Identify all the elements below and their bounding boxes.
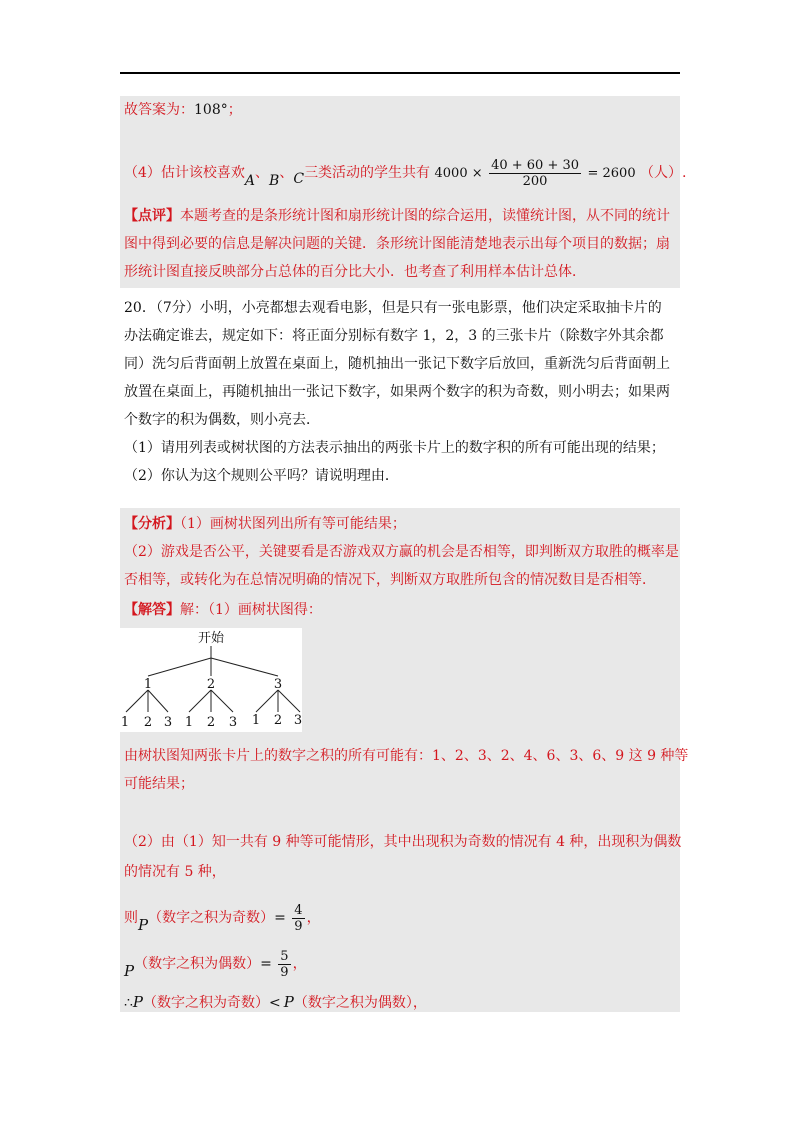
q4-multiplier: 4000 × <box>434 166 483 181</box>
even-numerator: 5 <box>280 948 289 964</box>
tree-leaf-5: 2 <box>206 715 216 730</box>
tree-leaf-7: 1 <box>251 713 261 728</box>
sep-1: 、 <box>255 165 270 181</box>
q20-line-3: 同）洗匀后背面朝上放置在桌面上，随机抽出一张记下数字后放回，重新洗匀后背面朝上 <box>124 356 670 372</box>
odd-comma: ， <box>306 910 321 926</box>
even-denominator: 9 <box>280 964 289 980</box>
conclusion-even-label: （数字之积为偶数） <box>293 995 413 1011</box>
answer-prefix: 故答案为： <box>124 102 194 118</box>
q4-equals: = 2600 <box>587 166 636 181</box>
review-line-1 <box>124 206 670 226</box>
prob-even-line <box>124 946 307 981</box>
conclusion-odd-label: （数字之积为奇数） <box>143 995 270 1011</box>
q20-line-1: 20．（7分）小明，小亮都想去观看电影，但是只有一张电影票，他们决定采取抽卡片的 <box>124 300 662 316</box>
result-line-2: 可能结果； <box>124 776 194 792</box>
review-text-3: 形统计图直接反映部分占总体的百分比大小．也考查了利用样本估计总体． <box>124 264 586 280</box>
tree-leaf-9: 3 <box>293 713 302 728</box>
review-line-3 <box>124 262 586 282</box>
odd-numerator: 4 <box>294 902 303 918</box>
odd-label: （数字之积为奇数） <box>148 910 275 926</box>
review-text-2: 图中得到必要的信息是解决问题的关键．条形统计图能清楚地表示出每个项目的数据；扇 <box>124 236 670 252</box>
tree-leaf-3: 3 <box>163 715 173 730</box>
review-line-2 <box>124 234 670 254</box>
q20-line-4: 放置在桌面上，再随机抽出一张记下数字，如果两个数字的积为奇数，则小明去；如果两 <box>124 384 670 400</box>
q20-sub-1: （1）请用列表或树状图的方法表示抽出的两张卡片上的数字积的所有可能出现的结果； <box>124 440 665 456</box>
solution-text-1: 解：（1）画树状图得： <box>180 602 322 618</box>
prob-odd-line <box>124 900 321 935</box>
tree-root-label: 开始 <box>197 631 225 646</box>
answer-suffix: ； <box>227 102 242 118</box>
q4-numerator: 40 + 60 + 30 <box>491 157 580 173</box>
prob-symbol-odd: P <box>138 916 149 934</box>
part2-line-1: （2）由（1）知一共有 9 种等可能情形，其中出现积为奇数的情况有 4 种，出现积为偶数 <box>124 834 682 850</box>
q4-denominator: 200 <box>522 173 548 189</box>
sep-2: 、 <box>279 165 294 181</box>
result-line-1: 由树状图知两张卡片上的数字之积的所有可能有：1、2、3、2、4、6、3、6、9 这 9 种等 <box>124 748 689 764</box>
odd-fraction <box>292 903 304 934</box>
answer-value: 108° <box>194 102 228 118</box>
less-than: < <box>269 995 281 1011</box>
analysis-tag: 【分析】 <box>124 516 180 532</box>
solution-tag: 【解答】 <box>124 602 180 618</box>
tree-leaf-2: 2 <box>143 715 153 730</box>
analysis-line-1 <box>124 514 406 534</box>
review-text-1: 本题考查的是条形统计图和扇形统计图的综合运用，读懂统计图，从不同的统计 <box>180 208 670 224</box>
q20-sub-2: （2）你认为这个规则公平吗？请说明理由． <box>124 468 399 484</box>
prob-symbol-even: P <box>124 962 135 980</box>
tree-leaf-8: 2 <box>273 713 283 728</box>
q20-line-2: 办法确定谁去，规定如下：将正面分别标有数字 1，2，3 的三张卡片（除数字外其余都 <box>124 328 664 344</box>
q4-fraction <box>489 158 581 189</box>
q20-line-5: 个数字的积为偶数，则小亮去． <box>124 412 320 428</box>
var-C: C <box>293 171 305 187</box>
then-word: 则 <box>124 910 138 926</box>
tree-diagram <box>120 628 302 732</box>
review-tag: 【点评】 <box>124 208 180 224</box>
odd-denominator: 9 <box>294 918 303 934</box>
q4-mid: 三类活动的学生共有 <box>304 165 431 181</box>
tree-leaf-4: 1 <box>184 715 194 730</box>
q4-prefix: （4）估计该校喜欢 <box>124 165 245 181</box>
analysis-text-1: （1）画树状图列出所有等可能结果； <box>180 516 406 532</box>
header-rule <box>120 72 680 74</box>
analysis-line-2: （2）游戏是否公平，关键要看是否游戏双方赢的机会是否相等，即判断双方取胜的概率是 <box>124 544 679 560</box>
solution-line-1 <box>124 600 322 620</box>
even-fraction <box>278 949 290 980</box>
var-A: A <box>244 173 256 189</box>
even-label: （数字之积为偶数） <box>134 956 261 972</box>
even-comma: ， <box>292 956 307 972</box>
var-B: B <box>269 173 280 189</box>
tree-node-l1-1: 1 <box>143 677 153 692</box>
answer-line <box>124 100 242 120</box>
even-equals: = <box>260 956 272 972</box>
q4-answer-line <box>124 156 687 191</box>
prob-symbol-c2: P <box>283 993 294 1011</box>
tree-node-l1-2: 2 <box>206 677 216 692</box>
part2-line-2: 的情况有 5 种， <box>124 864 226 880</box>
analysis-line-3: 否相等，或转化为在总情况明确的情况下，判断双方取胜所包含的情况数目是否相等． <box>124 572 656 588</box>
tree-leaf-6: 3 <box>228 715 238 730</box>
prob-symbol-c1: P <box>132 993 144 1011</box>
tree-leaf-1: 1 <box>120 715 130 730</box>
therefore-symbol: ∴ <box>124 995 133 1011</box>
answer-block-19 <box>120 96 680 288</box>
tree-node-l1-3: 3 <box>273 677 283 692</box>
q4-unit: （人）. <box>640 165 687 181</box>
final-comma: ， <box>412 995 427 1011</box>
odd-equals: = <box>274 910 286 926</box>
conclusion-line <box>124 992 427 1013</box>
